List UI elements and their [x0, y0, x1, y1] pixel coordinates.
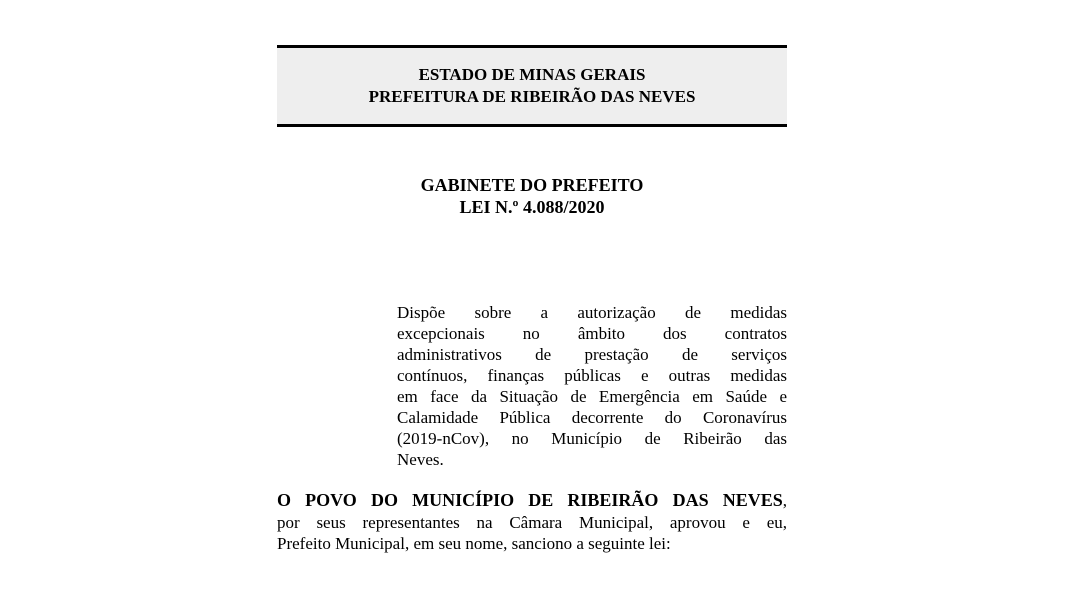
ementa: [397, 302, 787, 470]
preamble-line-2: por seus representantes na Câmara Municipal, aprovou e eu,: [277, 512, 787, 532]
preamble: [277, 490, 787, 555]
ementa-line: excepcionais no âmbito dos contratos: [397, 324, 787, 343]
preamble-subject: O POVO DO MUNICÍPIO DE RIBEIRÃO DAS NEVES: [277, 490, 783, 510]
preamble-line-3: Prefeito Municipal, em seu nome, sanciono a seguinte lei:: [277, 534, 671, 553]
ementa-line: Dispõe sobre a autorização de medidas: [397, 303, 787, 322]
preamble-comma: ,: [782, 491, 787, 510]
ementa-line: Calamidade Pública decorrente do Coronavírus: [397, 408, 787, 427]
ementa-line: contínuos, finanças públicas e outras medidas: [397, 366, 787, 385]
document-header: [277, 45, 787, 127]
ementa-line: administrativos de prestação de serviços: [397, 345, 787, 364]
law-number: LEI N.º 4.088/2020: [459, 197, 605, 217]
title-block: [277, 174, 787, 218]
ementa-line: Neves.: [397, 450, 444, 469]
header-state: ESTADO DE MINAS GERAIS: [418, 65, 646, 84]
preamble-line-1: [277, 490, 787, 512]
header-city-hall: PREFEITURA DE RIBEIRÃO DAS NEVES: [368, 87, 696, 106]
ementa-line: (2019-nCov), no Município de Ribeirão das: [397, 429, 787, 448]
office-title: GABINETE DO PREFEITO: [420, 175, 644, 195]
ementa-line: em face da Situação de Emergência em Saúde e: [397, 387, 787, 406]
